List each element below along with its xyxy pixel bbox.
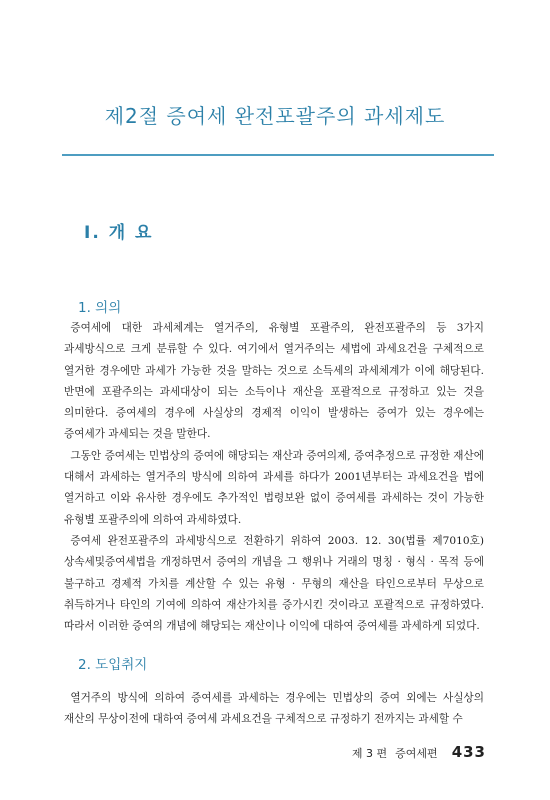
paragraph: 그동안 증여세는 민법상의 증여에 해당되는 재산과 증여의제, 증여추정으로 규정한 재산에 대해서 과세하는 열거주의 방식에 의하여 과세를 하다가 2001년부터는 과세요건을 법에 열거하고 이와 유사한 경우에도 추가적인 법령보완 없이 증여세를 과세하는 것이 가능한 유형별 포괄주의에 의하여 과세하였다. bbox=[64, 449, 484, 526]
subsection-body-intent bbox=[64, 688, 484, 731]
subsection-heading-purpose: 1. 의의 bbox=[78, 300, 122, 316]
chapter-title: 제2절 증여세 완전포괄주의 과세제도 bbox=[104, 104, 446, 128]
footer-book-label: 증여세편 bbox=[395, 747, 438, 760]
title-divider bbox=[62, 154, 494, 156]
section-heading: Ⅰ. 개 요 bbox=[84, 223, 154, 243]
paragraph: 증여세 완전포괄주의 과세방식으로 전환하기 위하여 2003. 12. 30(법률 제7010호) 상속세및증여세법을 개정하면서 증여의 개념을 그 행위나 거래의 명칭 · 형식 · 목적 등에 불구하고 경제적 가치를 계산할 수 있는 유형 · 무형의 재산을 타인으로부터 무상으로 취득하거나 타인의 기여에 의하여 재산가치를 증가시킨 것이라고 포괄적으로 규정하였다. 따라서 이러한 증여의 개념에 해당되는 재산이나 이익에 대하여 증여세를 과세하게 되었다. bbox=[64, 534, 484, 633]
subsection-heading-intent: 2. 도입취지 bbox=[78, 657, 148, 673]
subsection-body-purpose bbox=[64, 318, 484, 637]
footer-part-label: 제 3 편 bbox=[351, 747, 388, 760]
paragraph: 증여세에 대한 과세체계는 열거주의, 유형별 포괄주의, 완전포괄주의 등 3가지 과세방식으로 크게 분류할 수 있다. 여기에서 열거주의는 세법에 과세요건을 구체적으로 열거한 경우에만 과세가 가능한 것을 말하는 것으로 소득세의 과세체계가 이에 해당된다. 반면에 포괄주의는 과세대상이 되는 소득이나 재산을 포괄적으로 규정하고 있는 것을 의미한다. 증여세의 경우에 사실상의 경제적 이익이 발생하는 증여가 있는 경우에는 증여세가 과세되는 것을 말한다. bbox=[64, 322, 484, 441]
paragraph: 열거주의 방식에 의하여 증여세를 과세하는 경우에는 민법상의 증여 외에는 사실상의 재산의 무상이전에 대하여 증여세 과세요건을 구체적으로 규정하기 전까지는 과세할 수 bbox=[64, 692, 484, 726]
page-footer bbox=[352, 743, 486, 761]
page-number: 433 bbox=[451, 743, 486, 761]
